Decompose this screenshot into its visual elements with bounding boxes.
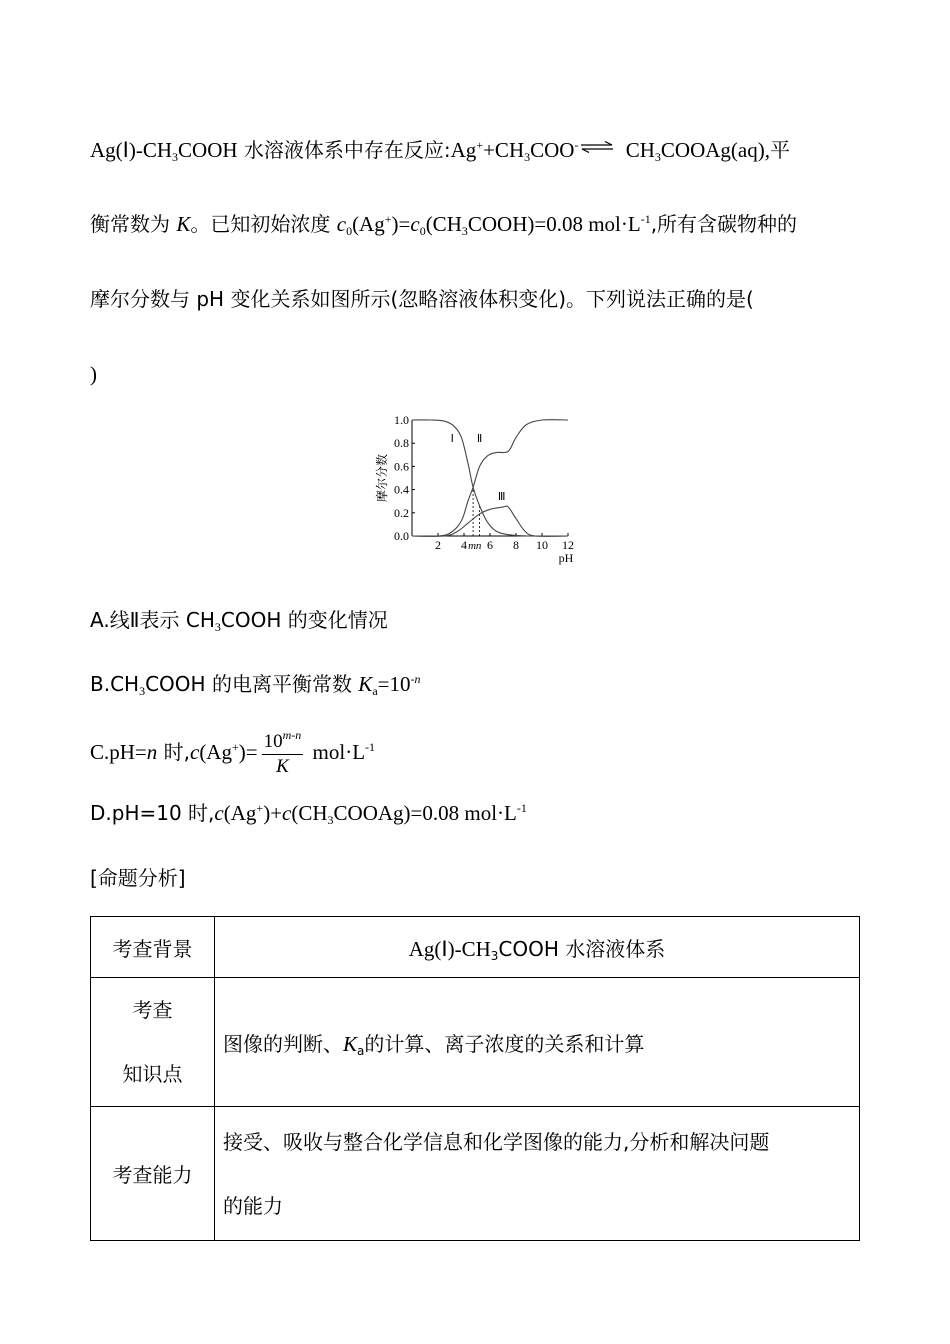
series-line-2: [412, 420, 568, 537]
chart-x-axis-label: pH: [558, 551, 574, 565]
x-tick-label: 10: [536, 538, 548, 552]
option-a: A.线Ⅱ表示 $CH_3COOH$ 的变化情况: [90, 608, 388, 634]
chart-labels: [451, 433, 506, 503]
y-tick-label: 0.6: [394, 459, 409, 474]
table-row: [91, 1107, 860, 1241]
table-head-background: 考查背景: [91, 917, 215, 978]
chart-ticks: [394, 413, 574, 552]
y-tick-label: 0.0: [394, 529, 409, 543]
option-d: D.pH=10 时$,c(Ag^+)+c(CH_3COOAg)=0.08$ $mol\cdot L^{-1}$: [90, 801, 527, 827]
question-line-3: 摩尔分数与 pH 变化关系如图所示(忽略溶液体积变化)。下列说法正确的是(: [90, 287, 754, 311]
question-line-2: 衡常数为 K。已知初始浓度 $c_0(Ag^+)=c_0(CH_3COOH)=0.08$ $mol\cdot L^{-1}$,所有含碳物种的: [90, 212, 798, 238]
chart-y-axis-label: 摩尔分数: [375, 453, 389, 503]
table-cell-background: $Ag(Ⅰ)-CH_3COOH$ 水溶液体系: [215, 917, 860, 978]
series-label-3: Ⅲ: [497, 491, 506, 504]
x-tick-label: 2: [435, 538, 441, 552]
table-cell-knowledge: 图像的判断、$K_a$的计算、离子浓度的关系和计算: [215, 978, 860, 1107]
question-line-1: $Ag(Ⅰ)-CH_3COOH$ 水溶液体系中存在反应$:Ag^++CH_3COO^-$ $CH_3COOAg(aq)$,平: [90, 138, 790, 164]
y-tick-label: 0.4: [394, 482, 409, 497]
option-c: C.pH=n 时,c(Ag+)= $\frac{10^{m-n}}{K}$ $mol\cdot L^{-1}$: [90, 727, 376, 777]
y-tick-label: 0.2: [394, 505, 409, 520]
series-label-2: Ⅱ: [476, 433, 483, 446]
table-head-knowledge: 考查 知识点: [91, 978, 215, 1107]
y-tick-label: 0.8: [394, 436, 409, 451]
series-line-3: [412, 506, 568, 536]
table-row: [91, 978, 860, 1107]
x-tick-label: 6: [487, 538, 493, 552]
chart-axes: [412, 420, 568, 536]
mole-fraction-chart: [360, 406, 590, 571]
fraction: $\frac{10^{m-n}}{K}$: [263, 727, 302, 777]
chart-guides: [468, 487, 482, 552]
table-row: [91, 917, 860, 978]
analysis-heading: [命题分析]: [90, 866, 186, 890]
table-head-ability: 考查能力: [91, 1107, 215, 1241]
question-line-4: ): [90, 362, 97, 386]
x-tick-label: 8: [513, 538, 519, 552]
marker-m-label: m: [468, 540, 477, 552]
series-line-1: [412, 420, 568, 536]
series-label-1: Ⅰ: [450, 433, 454, 446]
marker-n-label: n: [475, 540, 482, 552]
x-tick-label: 4: [461, 538, 467, 552]
chart-curves: [412, 420, 568, 537]
y-tick-label: 1.0: [394, 413, 409, 427]
table-cell-ability: 接受、吸收与整合化学信息和化学图像的能力,分析和解决问题 的能力: [215, 1107, 860, 1241]
analysis-table: [90, 916, 860, 1241]
option-b: $B.CH_3COOH$ 的电离平衡常数 $K_a=10^{-n}$: [90, 672, 421, 698]
x-tick-label: 12: [562, 538, 574, 552]
equilibrium-arrow-icon: [580, 141, 614, 153]
